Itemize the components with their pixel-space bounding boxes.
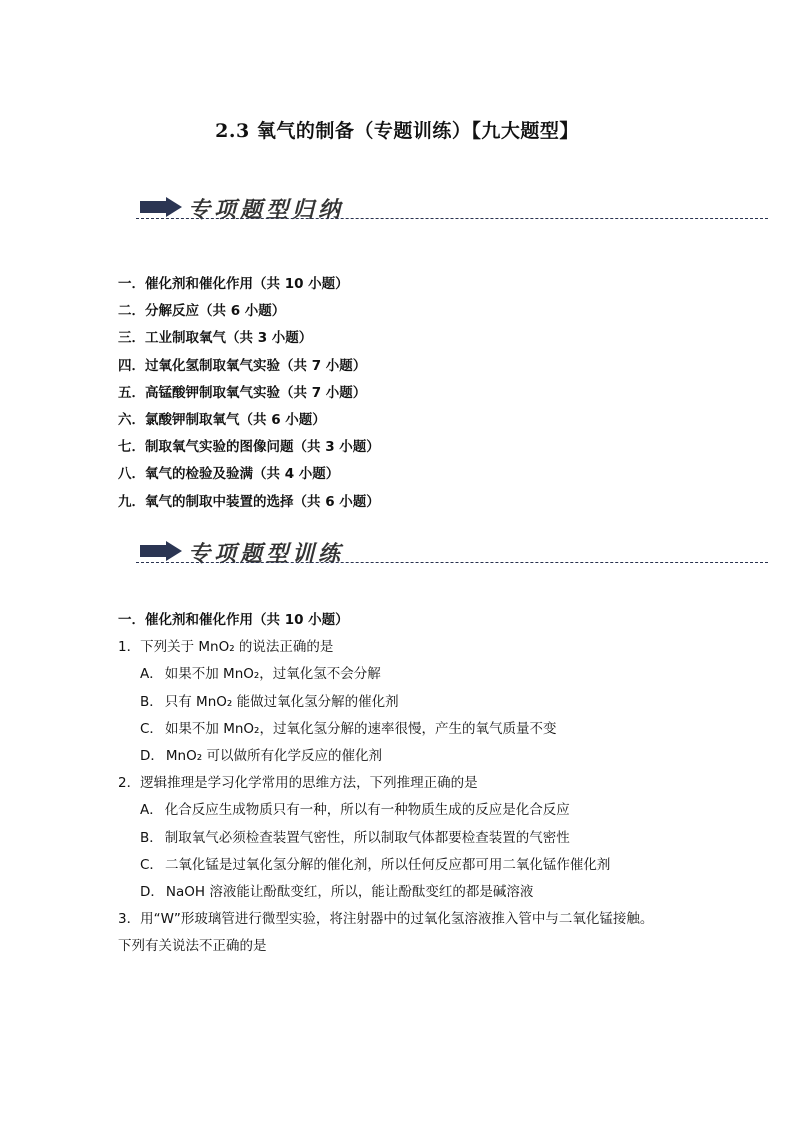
- toc-item: 二．分解反应（共 6 小题）: [118, 303, 286, 320]
- option-text: 只有 MnO₂ 能做过氧化氢分解的催化剂: [164, 693, 399, 710]
- question-option: [118, 855, 738, 882]
- option-text: NaOH 溶液能让酚酞变红，所以，能让酚酞变红的都是碱溶液: [165, 883, 534, 900]
- section-heading: 一．催化剂和催化作用（共 10 小题）: [118, 612, 349, 628]
- question-stem: 1．下列关于 MnO₂ 的说法正确的是: [118, 639, 334, 656]
- toc-item: 一．催化剂和催化作用（共 10 小题）: [118, 276, 349, 292]
- option-text: 化合反应生成物质只有一种，所以有一种物质生成的反应是化合反应: [164, 802, 570, 819]
- question-stem: 2．逻辑推理是学习化学常用的思维方法，下列推理正确的是: [118, 775, 478, 792]
- option-letter: A．: [140, 802, 163, 819]
- option-letter: D．: [140, 883, 164, 900]
- arrow-right-icon: [140, 541, 182, 561]
- question-option: [118, 746, 738, 773]
- question-option: [118, 719, 738, 746]
- question-option: [118, 882, 738, 909]
- option-letter: A．: [140, 666, 163, 683]
- toc-item: 五．高锰酸钾制取氧气实验（共 7 小题）: [118, 384, 367, 401]
- training-banner: [136, 535, 768, 569]
- question-option: [118, 664, 738, 691]
- toc-item: 七．制取氧气实验的图像问题（共 3 小题）: [118, 439, 380, 456]
- toc-item: 四．过氧化氢制取氧气实验（共 7 小题）: [118, 357, 367, 374]
- toc-item: 六．氯酸钾制取氧气（共 6 小题）: [118, 411, 326, 428]
- option-text: 二氧化锰是过氧化氢分解的催化剂，所以任何反应都可用二氧化锰作催化剂: [164, 856, 611, 873]
- option-letter: C．: [140, 856, 163, 873]
- option-text: 如果不加 MnO₂，过氧化氢分解的速率很慢，产生的氧气质量不变: [164, 720, 557, 737]
- summary-banner: [136, 191, 768, 225]
- toc-list: [118, 274, 380, 519]
- question-option: [118, 828, 738, 855]
- summary-banner-text: 专项题型归纳: [188, 197, 345, 223]
- question-body: [118, 610, 738, 963]
- question-stem: 3．用“W”形玻璃管进行微型实验，将注射器中的过氧化氢溶液推入管中与二氧化锰接触。: [118, 911, 654, 928]
- question-option: [118, 800, 738, 827]
- option-text: 如果不加 MnO₂，过氧化氢不会分解: [164, 666, 381, 683]
- option-text: MnO₂ 可以做所有化学反应的催化剂: [165, 747, 382, 764]
- toc-item: 三．工业制取氧气（共 3 小题）: [118, 330, 313, 347]
- question-stem-continued: 下列有关说法不正确的是: [118, 938, 267, 955]
- toc-item: 九．氧气的制取中装置的选择（共 6 小题）: [118, 493, 380, 510]
- option-text: 制取氧气必须检查装置气密性，所以制取气体都要检查装置的气密性: [164, 829, 570, 846]
- document-title: 2.3 氧气的制备（专题训练）【九大题型】: [215, 120, 579, 142]
- option-letter: C．: [140, 720, 163, 737]
- summary-banner-rule: [136, 218, 768, 219]
- training-banner-rule: [136, 562, 768, 563]
- option-letter: B．: [140, 829, 163, 846]
- toc-item: 八．氧气的检验及验满（共 4 小题）: [118, 466, 340, 483]
- training-banner-text: 专项题型训练: [188, 541, 345, 567]
- question-option: [118, 692, 738, 719]
- option-letter: B．: [140, 693, 163, 710]
- option-letter: D．: [140, 747, 164, 764]
- arrow-right-icon: [140, 197, 182, 217]
